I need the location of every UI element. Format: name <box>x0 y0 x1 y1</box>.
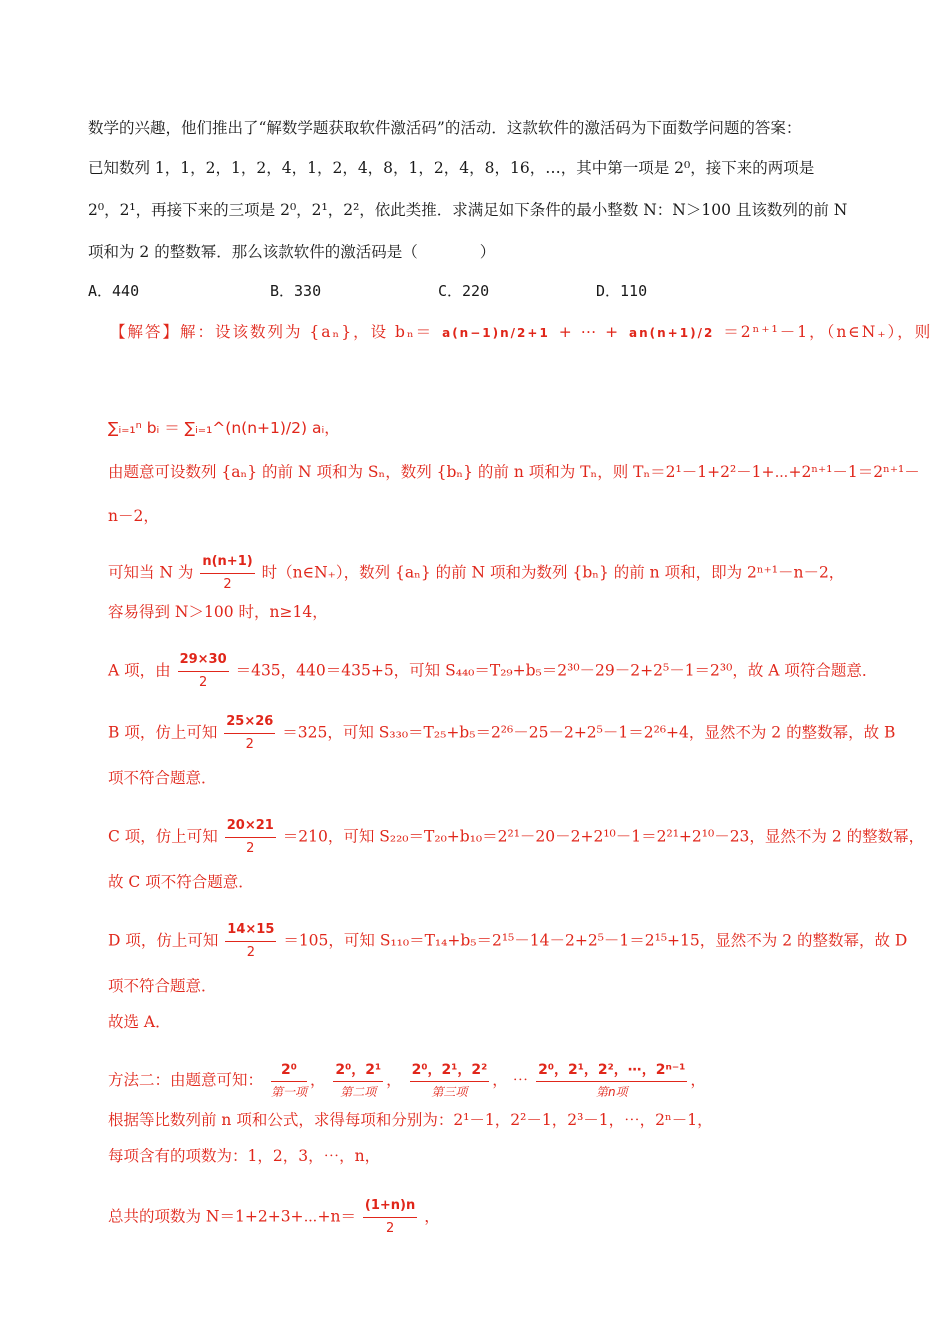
fraction-total: $\frac{(1+n)n}{2}$ <box>364 1198 416 1236</box>
group-2: 2⁰，2¹ 第二项 <box>335 1062 382 1099</box>
option-b-cont: 项不符合题意． <box>108 769 217 787</box>
solution-line-4: n－2， <box>108 507 159 525</box>
fraction-20x21: $\frac{20\times 21}{2}$ <box>226 818 274 856</box>
geometric-sums: 根据等比数列前 n 项和公式，求得每项和分别为：2¹－1，2²－1，2³－1，⋯，2ⁿ－1， <box>108 1111 713 1129</box>
term-counts: 每项含有的项数为：1，2，3，⋯，n， <box>108 1147 381 1165</box>
solution-line-6: 容易得到 N＞100 时，n≥14， <box>108 603 328 621</box>
final-choice: 故选 A． <box>108 1013 171 1031</box>
option-a: A．440 <box>88 282 140 300</box>
problem-line-2: 已知数列 1，1，2，1，2，4，1，2，4，8，1，2，4，8，16，…，其中第一项是 2⁰，接下来的两项是 <box>88 159 815 177</box>
option-d-cont: 项不符合题意． <box>108 977 217 995</box>
problem-line-3: 2⁰，2¹，再接下来的三项是 2⁰，2¹，2²，依此类推．求满足如下条件的最小整数 N：N＞100 且该数列的前 N <box>88 201 848 219</box>
solution-line-5: 可知当 N 为 $\frac{n(n+1)}{2}$ 时（n∈N₊），数列 {aₙ} 的前 N 项和为数列 {bₙ} 的前 n 项和，即为 2ⁿ⁺¹－n－2， <box>108 552 844 595</box>
option-d: D．110 <box>596 282 648 300</box>
group-n: 2⁰，2¹，2²，⋯，2ⁿ⁻¹ 第n项 <box>538 1062 686 1099</box>
solution-header-text: 【解答】解：设该数列为 {aₙ}，设 bₙ＝ <box>110 323 434 341</box>
bn-ellipsis: + ⋯ + <box>558 323 621 341</box>
fraction-25x26: $\frac{25\times 26}{2}$ <box>226 714 274 752</box>
fraction-n-n1: $\frac{n(n+1)}{2}$ <box>202 554 253 592</box>
fraction-29x30: $\frac{29\times 30}{2}$ <box>179 652 227 690</box>
bn-last-term: an(n+1)/2 <box>629 326 715 340</box>
group-3: 2⁰，2¹，2² 第三项 <box>411 1062 488 1099</box>
problem-line-4: 项和为 2 的整数幂．那么该款软件的激活码是（ ） <box>88 243 496 261</box>
solution-line-3: 由题意可设数列 {aₙ} 的前 N 项和为 Sₙ，数列 {bₙ} 的前 n 项和为 Tₙ，则 Tₙ＝2¹－1+2²－1+⋯+2ⁿ⁺¹－1＝2ⁿ⁺¹－ <box>108 463 920 481</box>
fraction-14x15: $\frac{14\times 15}{2}$ <box>227 922 275 960</box>
option-d-analysis: D 项，仿上可知 $\frac{14\times 15}{2}$ ＝105，可知 S₁₁₀＝T₁₄+b₅＝2¹⁵－14－2+2⁵－1＝2¹⁵+15，显然不为 2 的整数幂，故 D <box>108 920 907 963</box>
option-c-analysis: C 项，仿上可知 $\frac{20\times 21}{2}$ ＝210，可知 S₂₂₀＝T₂₀+b₁₀＝2²¹－20－2+2¹⁰－1＝2²¹+2¹⁰－23，显然不为 2 的整数幂， <box>108 816 924 859</box>
option-c: C．220 <box>438 282 490 300</box>
method-two: 方法二：由题意可知： 2⁰ 第一项 ， 2⁰，2¹ 第二项 ， 2⁰，2¹，2² 第三项 ， ⋯ 2⁰，2¹，2²，⋯，2ⁿ⁻¹ 第n项 ， <box>108 1060 706 1102</box>
sum-identity: ∑ᵢ₌₁ⁿ bᵢ ＝ ∑ᵢ₌₁^(n(n+1)/2) aᵢ， <box>108 419 340 437</box>
solution-header <box>110 322 932 343</box>
option-b-analysis: B 项，仿上可知 $\frac{25\times 26}{2}$ ＝325，可知 S₃₃₀＝T₂₅+b₅＝2²⁶－25－2+2⁵－1＝2²⁶+4，显然不为 2 的整数幂，故 B <box>108 712 895 755</box>
option-b: B．330 <box>270 282 322 300</box>
option-c-cont: 故 C 项不符合题意． <box>108 873 254 891</box>
bn-first-term: a(n−1)n/2+1 <box>442 326 550 340</box>
total-terms: 总共的项数为 N＝1+2+3+⋯+n＝ $\frac{(1+n)n}{2}$ ， <box>108 1196 440 1239</box>
problem-line-1: 数学的兴趣，他们推出了“解数学题获取软件激活码”的活动．这款软件的激活码为下面数学问题的答案： <box>88 119 802 137</box>
solution-header-tail: ＝2ⁿ⁺¹－1，（n∈N₊），则 <box>723 323 933 341</box>
option-a-analysis: A 项，由 $\frac{29\times 30}{2}$ ＝435，440＝435+5，可知 S₄₄₀＝T₂₉+b₅＝2³⁰－29－2+2⁵－1＝2³⁰，故 A 项符合题意． <box>108 650 877 693</box>
group-1: 2⁰ 第一项 <box>270 1062 307 1099</box>
